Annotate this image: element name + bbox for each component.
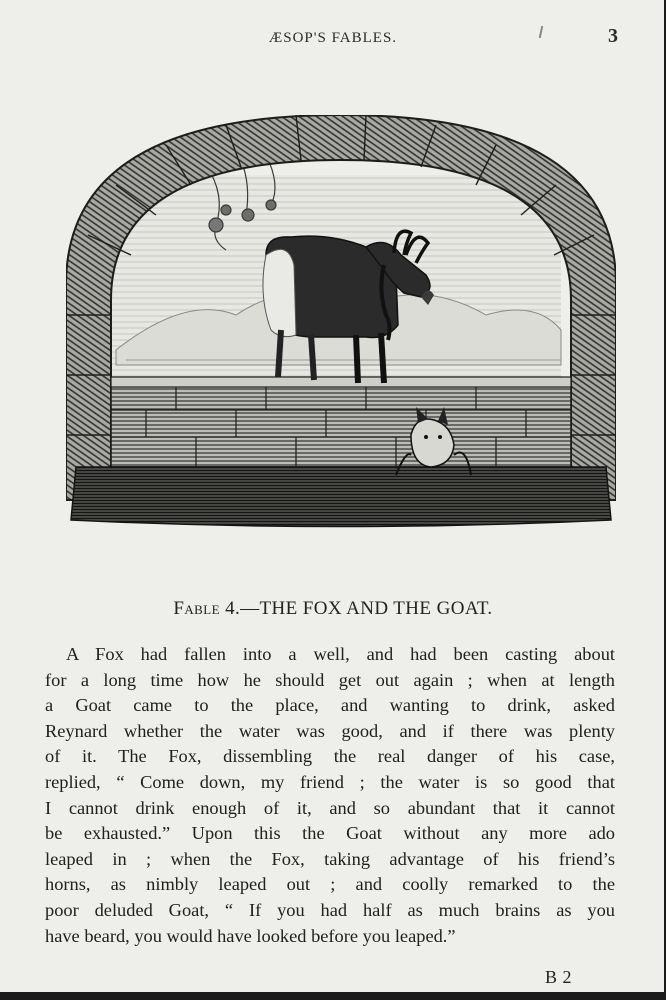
fable-title-text: —THE FOX AND THE GOAT. (240, 598, 493, 619)
goat-and-fox-engraving (66, 115, 616, 545)
woodcut-illustration (66, 115, 616, 545)
body-line: for a long time how he should get out again ; when at length (45, 669, 615, 690)
signature-mark: B 2 (544, 967, 572, 987)
body-line: horns, as nimbly leaped out ; and coolly remarked to the (45, 874, 615, 895)
body-line: have beard, you would have looked before you leaped.” (45, 925, 456, 946)
body-line: be exhausted.” Upon this the Goat without any more ado (45, 823, 615, 844)
running-head (0, 27, 666, 51)
body-line: of it. The Fox, dissembling the real danger of his case, (45, 746, 615, 767)
well-wall (111, 385, 571, 467)
running-title: ÆSOP'S FABLES. (268, 30, 398, 46)
body-line: A Fox had fallen into a well, and had been casting about (66, 644, 615, 664)
fable-title (0, 598, 666, 620)
fable-label: Fable 4. (173, 598, 241, 619)
body-line: a Goat came to the place, and wanting to drink, asked (45, 695, 615, 716)
page-number: 3 (608, 25, 618, 47)
body-line: I cannot drink enough of it, and so abundant that it cannot (45, 797, 615, 818)
well-water (71, 467, 611, 527)
well-coping (111, 377, 571, 387)
body-line: poor deluded Goat, “ If you had half as much brains as you (45, 899, 615, 920)
body-line: leaped in ; when the Fox, taking advantage of his friend’s (45, 848, 615, 869)
body-line: replied, “ Come down, my friend ; the water is so good that (45, 771, 615, 792)
body-line: Reynard whether the water was good, and if there was plenty (45, 720, 615, 741)
fable-body (45, 642, 615, 949)
